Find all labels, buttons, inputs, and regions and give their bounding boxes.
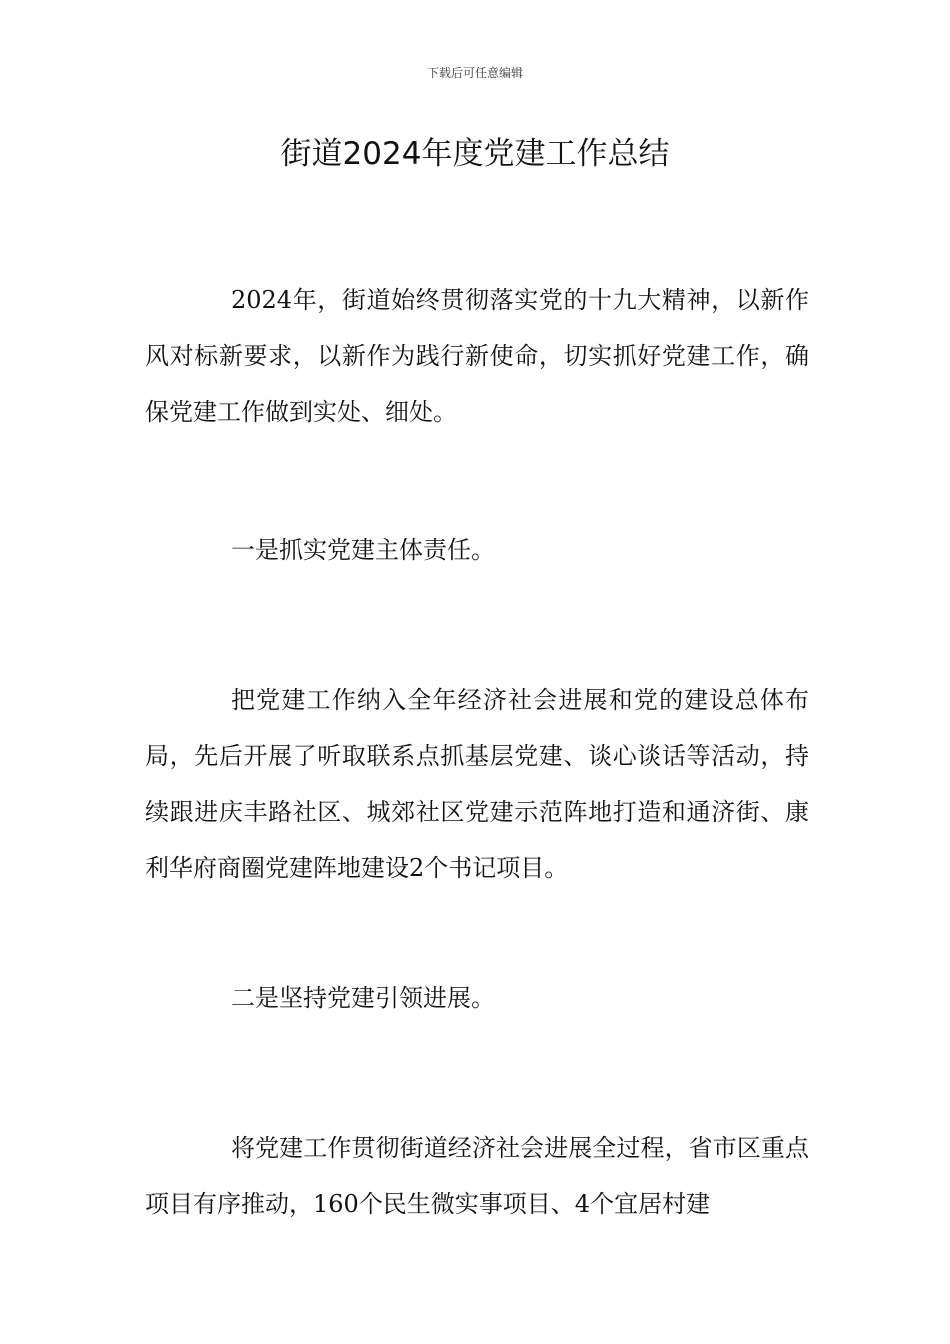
intro-paragraph: 2024年，街道始终贯彻落实党的十九大精神，以新作风对标新要求，以新作为践行新使命，切实抓好党建工作，确保党建工作做到实处、细处。 — [145, 286, 809, 426]
document-title: 街道2024年度党建工作总结 — [280, 136, 670, 172]
section-paragraph-1: 把党建工作纳入全年经济社会进展和党的建设总体布局，先后开展了听取联系点抓基层党建、谈心谈话等活动，持续跟进庆丰路社区、城郊社区党建示范阵地打造和通济街、康利华府商圈党建阵地建设2个书记项目。 — [145, 686, 809, 882]
section-heading-1: 一是抓实党建主体责任。 — [231, 536, 495, 564]
header-note: 下载后可任意编辑 — [426, 66, 523, 80]
section-heading-2: 二是坚持党建引领进展。 — [231, 984, 495, 1012]
section-paragraph-2: 将党建工作贯彻街道经济社会进展全过程，省市区重点项目有序推动，160个民生微实事项目、4个宜居村建 — [145, 1134, 809, 1218]
